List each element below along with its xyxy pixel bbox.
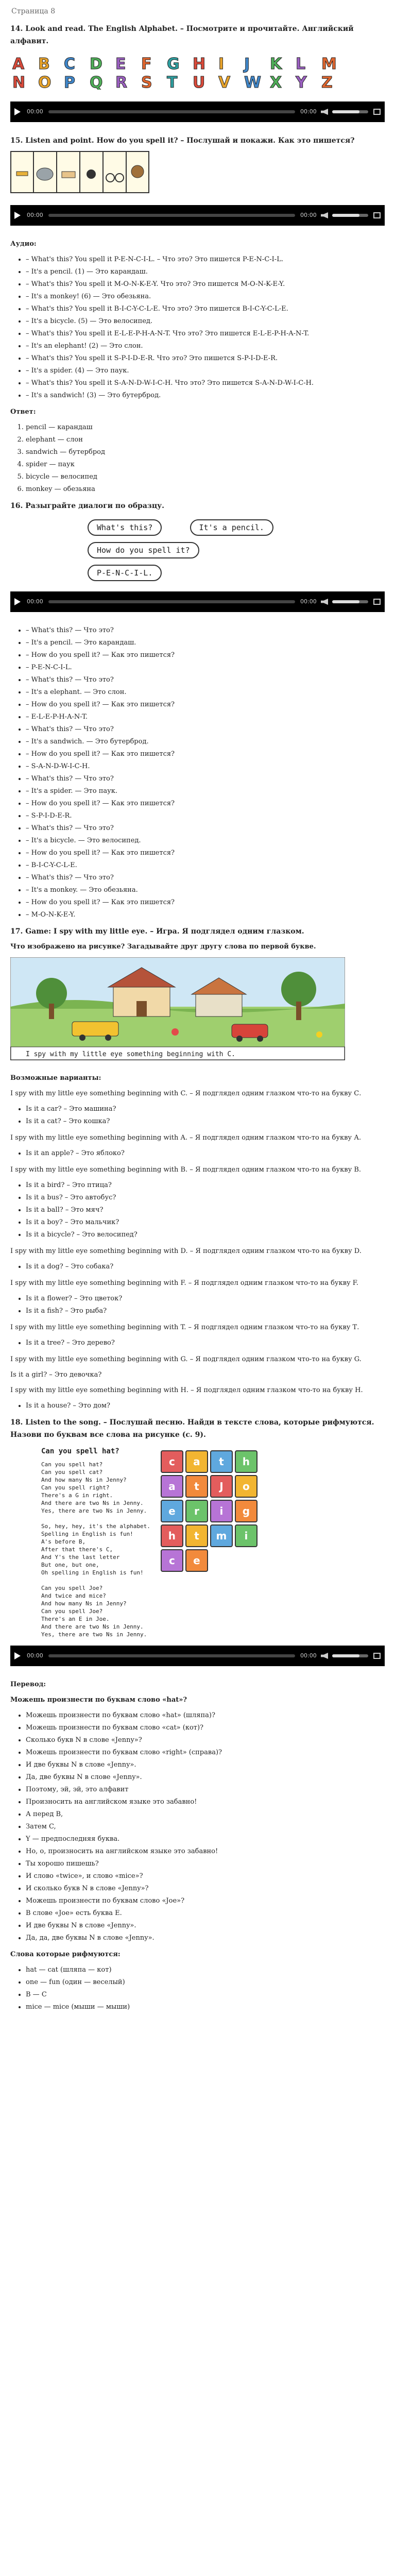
list-item: • – It's a elephant. — Это слон. — [26, 686, 385, 699]
audio-progress-bar[interactable] — [48, 600, 295, 603]
letter-block: t — [185, 1524, 208, 1547]
spy-guess: • Is it a bird? – Это птица? — [26, 1179, 385, 1192]
list-item: • Поэтому, эй, эй, это алфавит — [26, 1784, 385, 1796]
list-item: • – What's this? — Что это? — [26, 624, 385, 637]
ex16-title: 16. Разыграйте диалоги по образцу. — [10, 502, 165, 510]
list-item: 3. sandwich — бутерброд — [26, 446, 385, 459]
ex18-translation-title: Можешь произнести по буквам слово «hat»? — [10, 1696, 187, 1704]
song-text-block — [10, 1445, 150, 1638]
list-item: • – It's a bicycle. — Это велосипед. — [26, 835, 385, 847]
list-item: • – E-L-E-P-H-A-N-T. — [26, 711, 385, 723]
list-item: • – B-I-C-Y-C-L-E. — [26, 859, 385, 872]
letter-block: h — [235, 1450, 257, 1473]
letter-block: i — [235, 1524, 257, 1547]
volume-slider[interactable] — [332, 110, 368, 113]
list-item: • Да, две буквы N в слове «Jenny». — [26, 1771, 385, 1784]
song-title: Can you spell hat? — [41, 1447, 119, 1455]
play-icon[interactable] — [14, 212, 21, 219]
spy-guess: • Is it a dog? – Это собака? — [26, 1261, 385, 1273]
picture-caption: I spy with my little eye something beginning with C. — [26, 1050, 235, 1058]
audio-current-time: 00:00 — [27, 598, 43, 605]
letter-block: t — [185, 1475, 208, 1498]
list-item: • – What's this? — Что это? — [26, 674, 385, 686]
spy-guess: • Is it a cat? – Это кошка? — [26, 1115, 385, 1128]
volume-slider[interactable] — [332, 1654, 368, 1657]
spy-guess-list — [10, 1293, 385, 1317]
list-item: • – What's this? You spell it B-I-C-Y-C-L-E. Что это? Это пишется B-I-C-Y-C-L-E. — [26, 303, 385, 315]
volume-icon[interactable] — [321, 109, 328, 115]
letter-block: t — [210, 1450, 233, 1473]
alphabet-image — [10, 52, 385, 94]
list-item: • – It's a spider. — Это паук. — [26, 785, 385, 798]
letter-block: r — [185, 1500, 208, 1522]
letter-block: a — [161, 1475, 183, 1498]
alphabet-letter: A — [12, 55, 25, 73]
ex18-translation-list — [10, 1709, 385, 1944]
list-item: • – How do you spell it? — Как это пишется? — [26, 699, 385, 711]
audio-progress-bar[interactable] — [48, 1654, 295, 1657]
list-item: • И сколько букв N в слове «Jenny»? — [26, 1883, 385, 1895]
alphabet-letter: W — [244, 74, 262, 90]
list-item: • Можешь произнести по буквам слово «right» (справа)? — [26, 1747, 385, 1759]
list-item: • – How do you spell it? — Как это пишется? — [26, 748, 385, 760]
ex15-title: 15. Listen and point. How do you spell it? – Послушай и покажи. Как это пишется? — [10, 137, 355, 145]
audio-current-time: 00:00 — [27, 108, 43, 115]
spy-guess-list — [10, 1179, 385, 1241]
play-icon[interactable] — [14, 598, 21, 605]
list-item: • – How do you spell it? — Как это пишется? — [26, 847, 385, 859]
audio-current-time: 00:00 — [27, 1652, 43, 1659]
spy-guess: • Is it a house? – Это дом? — [26, 1400, 385, 1412]
ex18-rhymes-list — [10, 1964, 385, 2013]
fullscreen-icon[interactable] — [373, 109, 381, 115]
speech-bubble: How do you spell it? — [88, 542, 199, 558]
list-item: 1. pencil — карандаш — [26, 421, 385, 434]
letter-block: c — [161, 1549, 183, 1572]
alphabet-letter: V — [218, 74, 231, 90]
alphabet-letter: P — [64, 74, 75, 90]
list-item: • Можешь произнести по буквам слово «hat» (шляпа)? — [26, 1709, 385, 1722]
ex17-picture — [10, 957, 385, 1065]
audio-player-14[interactable] — [10, 101, 385, 122]
letter-block: o — [235, 1475, 257, 1498]
list-item: • – How do you spell it? — Как это пишется? — [26, 798, 385, 810]
letter-block: m — [210, 1524, 233, 1547]
spy-guess: • Is it a car? – Это машина? — [26, 1103, 385, 1115]
list-item: • Произносить на английском языке это забавно! — [26, 1796, 385, 1808]
list-item: • – S-P-I-D-E-R. — [26, 810, 385, 822]
list-item: • – It's a sandwich! (3) — Это бутерброд. — [26, 389, 385, 402]
alphabet-letter: F — [141, 55, 152, 73]
ex16-dialog-list — [10, 624, 385, 921]
letter-blocks — [161, 1450, 257, 1572]
list-item: • – What's this? — Что это? — [26, 723, 385, 736]
ex15-picture — [10, 151, 385, 198]
list-item: • – M-O-N-K-E-Y. — [26, 909, 385, 921]
list-item: • – It's a sandwich. — Это бутерброд. — [26, 736, 385, 748]
list-item: 4. spider — паук — [26, 459, 385, 471]
list-item: • – What's this? — Что это? — [26, 872, 385, 884]
list-item: • – It's a bicycle. (5) — Это велосипед. — [26, 315, 385, 328]
spy-guess-list — [10, 1103, 385, 1128]
alphabet-letter: G — [167, 55, 180, 73]
alphabet-letter: R — [115, 74, 128, 90]
alphabet-letter: M — [321, 55, 337, 73]
spy-guess: • Is it a boy? – Это мальчик? — [26, 1216, 385, 1229]
audio-player-18[interactable] — [10, 1646, 385, 1666]
spy-prompt: I spy with my little eye something beginning with T. – Я подглядел одним глазком что-то на букву Т. — [10, 1324, 359, 1331]
list-item: • – It's a pencil. (1) — Это карандаш. — [26, 266, 385, 278]
ex15-answer-list — [10, 421, 385, 496]
alphabet-letter: T — [167, 74, 178, 90]
ex15-illustration — [10, 151, 149, 193]
alphabet-letter: U — [193, 74, 205, 90]
letter-block: c — [161, 1450, 183, 1473]
spy-prompt: I spy with my little eye something beginning with D. – Я подглядел одним глазком что-то на букву D. — [10, 1247, 362, 1255]
spy-guess-list — [10, 1147, 385, 1160]
list-item: • B — C — [26, 1989, 385, 2001]
speech-bubble: It's a pencil. — [190, 519, 273, 536]
letter-block: a — [185, 1450, 208, 1473]
alphabet-letter: I — [218, 55, 225, 73]
speech-bubble: P-E-N-C-I-L. — [88, 565, 162, 581]
list-item: • one — fun (один — веселый) — [26, 1976, 385, 1989]
list-item: • – It's a monkey! (6) — Это обезьяна. — [26, 291, 385, 303]
list-item: • – What's this? You spell it S-P-I-D-E-R. Что это? Это пишется S-P-I-D-E-R. — [26, 352, 385, 365]
alphabet-letter: B — [38, 55, 50, 73]
alphabet-letter: C — [64, 55, 76, 73]
audio-duration: 00:00 — [300, 108, 317, 115]
volume-slider[interactable] — [332, 600, 368, 603]
spy-prompt: I spy with my little eye something beginning with F. – Я подглядел одним глазком что-то на букву F. — [10, 1279, 358, 1287]
list-item: • – What's this? — Что это? — [26, 822, 385, 835]
alphabet-letter: Y — [296, 74, 307, 90]
ex17-groups — [10, 1088, 385, 1412]
letter-block: e — [185, 1549, 208, 1572]
list-item: • Ты хорошо пишешь? — [26, 1858, 385, 1870]
list-item: • Можешь произнести по буквам слово «cat» (кот)? — [26, 1722, 385, 1734]
letter-block: J — [210, 1475, 233, 1498]
volume-icon[interactable] — [321, 1653, 328, 1659]
village-illustration — [10, 957, 345, 1060]
spy-guess-list — [10, 1400, 385, 1412]
audio-duration: 00:00 — [300, 1652, 317, 1659]
ex15-audio-list — [10, 253, 385, 402]
list-item: • И две буквы N в слове «Jenny». — [26, 1920, 385, 1932]
ex18-translation-label: Перевод: — [10, 1681, 46, 1688]
list-item: • – What's this? — Что это? — [26, 773, 385, 785]
ex18-song-picture — [10, 1445, 385, 1638]
list-item: 5. bicycle — велосипед — [26, 471, 385, 483]
ex14-title: 14. Look and read. The English Alphabet. – Посмотрите и прочитайте. Английский алфавит. — [10, 25, 354, 45]
list-item: • Сколько букв N в слове «Jenny»? — [26, 1734, 385, 1747]
alphabet-letter: H — [193, 55, 206, 73]
alphabet-letter: J — [244, 55, 250, 73]
alphabet-letter: Q — [90, 74, 103, 90]
list-item: 6. monkey — обезьяна — [26, 483, 385, 496]
list-item: • – How do you spell it? — Как это пишется? — [26, 896, 385, 909]
list-item: • – S-A-N-D-W-I-C-H. — [26, 760, 385, 773]
volume-slider[interactable] — [332, 214, 368, 217]
fullscreen-icon[interactable] — [373, 1653, 381, 1659]
spy-guess: • Is it a bicycle? – Это велосипед? — [26, 1229, 385, 1241]
list-item: • hat — cat (шляпа — кот) — [26, 1964, 385, 1976]
volume-icon[interactable] — [321, 212, 328, 218]
list-item: • Можешь произнести по буквам слово «Joe»? — [26, 1895, 385, 1907]
volume-icon[interactable] — [321, 599, 328, 605]
spy-guess: • Is it a tree? – Это дерево? — [26, 1337, 385, 1349]
list-item: • – What's this? You spell it S-A-N-D-W-I-C-H. Что это? Это пишется S-A-N-D-W-I-C-H. — [26, 377, 385, 389]
letter-block: e — [161, 1500, 183, 1522]
list-item: • Y — предпоследняя буква. — [26, 1833, 385, 1845]
ex17-title: 17. Game: I spy with my little eye. – Игра. Я подглядел одним глазком. — [10, 927, 304, 936]
list-item: 2. elephant — слон — [26, 434, 385, 446]
list-item: • – What's this? You spell it E-L-E-P-H-A-N-T. Что это? Это пишется E-L-E-P-H-A-N-T. — [26, 328, 385, 340]
list-item: • mice — mice (мыши — мыши) — [26, 2001, 385, 2013]
spy-prompt: I spy with my little eye something beginning with H. – Я подглядел одним глазком что-то на букву Н. — [10, 1386, 363, 1394]
list-item: • – How do you spell it? — Как это пишется? — [26, 649, 385, 662]
audio-progress-bar[interactable] — [48, 214, 295, 217]
list-item: • Но, о, произносить на английском языке это забавно! — [26, 1845, 385, 1858]
audio-player-16[interactable] — [10, 591, 385, 612]
ex17-question: Что изображено на рисунке? Загадывайте друг другу слова по первой букве. — [10, 943, 316, 951]
spy-guess: • Is it a flower? – Это цветок? — [26, 1293, 385, 1305]
list-item: • – P-E-N-C-I-L. — [26, 662, 385, 674]
ex15-audio-label: Аудио: — [10, 240, 37, 248]
ex18-title: 18. Listen to the song. – Послушай песню. Найди в тексте слова, которые рифмуются. Назови по буквам все слова на рисунке (с. 9). — [10, 1418, 374, 1439]
audio-current-time: 00:00 — [27, 212, 43, 218]
list-item: • Да, да, две буквы N в слове «Jenny». — [26, 1932, 385, 1944]
spy-guess: • Is it a bus? – Это автобус? — [26, 1192, 385, 1204]
list-item: • – What's this? You spell it P-E-N-C-I-L. – Что это? Это пишется P-E-N-C-I-L. — [26, 253, 385, 266]
list-item: • В слове «Joe» есть буква Е. — [26, 1907, 385, 1920]
alphabet-letter: E — [115, 55, 126, 73]
spy-prompt: I spy with my little eye something beginning with B. – Я подглядел одним глазком что-то на букву В. — [10, 1166, 362, 1174]
alphabet-letter: L — [296, 55, 306, 73]
play-icon[interactable] — [14, 1652, 21, 1659]
play-icon[interactable] — [14, 108, 21, 115]
list-item: • – What's this? You spell it M-O-N-K-E-Y. Что это? Это пишется M-O-N-K-E-Y. — [26, 278, 385, 291]
list-item: • И две буквы N в слове «Jenny». — [26, 1759, 385, 1771]
audio-player-15[interactable] — [10, 205, 385, 226]
fullscreen-icon[interactable] — [373, 599, 381, 605]
list-item: • – It's a spider. (4) — Это паук. — [26, 365, 385, 377]
list-item: • А перед B, — [26, 1808, 385, 1821]
list-item: • – It's a monkey. — Это обезьяна. — [26, 884, 385, 896]
letter-block: h — [161, 1524, 183, 1547]
page-number: Страница 8 — [11, 7, 56, 15]
alphabet-letter: X — [270, 74, 282, 90]
audio-duration: 00:00 — [300, 212, 317, 218]
spy-guess-list — [10, 1337, 385, 1349]
ex16-bubbles — [10, 516, 288, 584]
spy-prompt: I spy with my little eye something beginning with A. – Я подглядел одним глазком что-то на букву А. — [10, 1134, 362, 1142]
ex18-rhymes-label: Слова которые рифмуются: — [10, 1951, 121, 1958]
fullscreen-icon[interactable] — [373, 212, 381, 218]
audio-duration: 00:00 — [300, 598, 317, 605]
spy-prompt: I spy with my little eye something beginning with G. – Я подглядел одним глазком что-то на букву G. — [10, 1355, 362, 1363]
alphabet-letter: K — [270, 55, 282, 73]
spy-prompt: I spy with my little eye something beginning with C. – Я подглядел одним глазком что-то на букву С. — [10, 1090, 362, 1097]
audio-progress-bar[interactable] — [48, 110, 295, 113]
spy-prompt: Is it a girl? – Это девочка? — [10, 1371, 102, 1379]
alphabet-letter: S — [141, 74, 152, 90]
speech-bubble: What's this? — [88, 519, 162, 536]
alphabet-letter: N — [12, 74, 26, 90]
spy-guess: • Is it a ball? – Это мяч? — [26, 1204, 385, 1216]
list-item: • – It's an elephant! (2) — Это слон. — [26, 340, 385, 352]
ex17-variants-label: Возможные варианты: — [10, 1074, 101, 1082]
alphabet-svg — [10, 52, 350, 90]
list-item: • – It's a pencil. — Это карандаш. — [26, 637, 385, 649]
song-lyrics: Can you spell hat? Can you spell cat? And how many Ns in Jenny? Can you spell right? There's a G in right. And there are two Ns in Jenny. Yes, there are two Ns in Jenny. So, hey, hey, it's the alphabet. Spelling in English is fun! A's before B, After that there's C, And Y's the last letter But one, but one, Oh spelling in English is fun! Can you spell Joe? And twice and mice? And how many Ns in Jenny? Can you spell Joe? There's an E in Joe. And there are two Ns in Jenny. Yes, there are two Ns in Jenny. — [41, 1461, 150, 1638]
alphabet-letter: O — [38, 74, 51, 90]
spy-guess: • Is it a fish? – Это рыба? — [26, 1305, 385, 1317]
letter-block: i — [210, 1500, 233, 1522]
spy-guess-list — [10, 1261, 385, 1273]
list-item: • И слово «twice», и слово «mice»? — [26, 1870, 385, 1883]
alphabet-letter: Z — [321, 74, 333, 90]
list-item: • Затем C, — [26, 1821, 385, 1833]
letter-block: g — [235, 1500, 257, 1522]
spy-guess: • Is it an apple? – Это яблоко? — [26, 1147, 385, 1160]
ex15-answer-label: Ответ: — [10, 408, 36, 416]
alphabet-letter: D — [90, 55, 102, 73]
